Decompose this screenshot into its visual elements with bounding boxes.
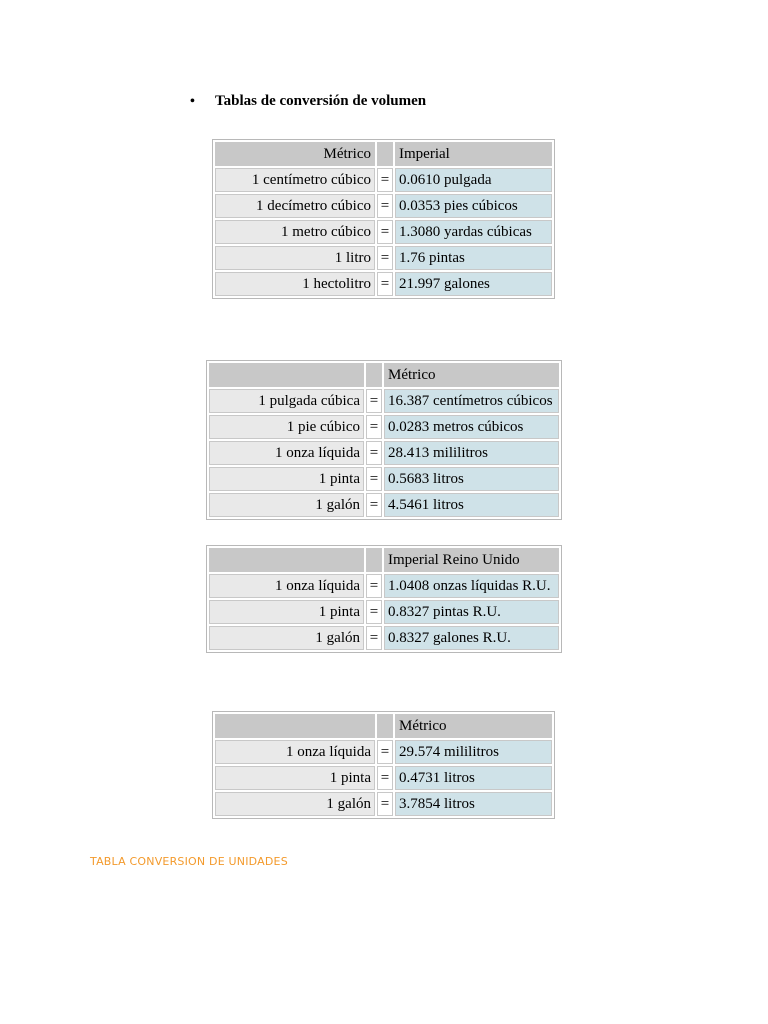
table-us-to-uk-imperial xyxy=(206,545,562,653)
table-row xyxy=(215,194,552,218)
cell-equals: = xyxy=(377,246,393,270)
cell-equals: = xyxy=(377,168,393,192)
cell-equals: = xyxy=(377,740,393,764)
cell-unit: 1 galón xyxy=(209,493,364,517)
table-row xyxy=(209,467,559,491)
cell-equals: = xyxy=(366,415,382,439)
cell-unit: 1 litro xyxy=(215,246,375,270)
cell-unit: 1 pinta xyxy=(209,467,364,491)
table-row xyxy=(215,272,552,296)
table-header-row xyxy=(209,548,559,572)
cell-unit: 1 metro cúbico xyxy=(215,220,375,244)
cell-equals: = xyxy=(377,220,393,244)
table-row xyxy=(209,415,559,439)
cell-unit: 1 pie cúbico xyxy=(209,415,364,439)
header-cell-right: Imperial Reino Unido xyxy=(384,548,559,572)
cell-equals: = xyxy=(377,792,393,816)
cell-unit: 1 galón xyxy=(215,792,375,816)
cell-equals: = xyxy=(377,194,393,218)
cell-unit: 1 pinta xyxy=(209,600,364,624)
cell-value: 1.3080 yardas cúbicas xyxy=(395,220,552,244)
header-cell-middle xyxy=(366,363,382,387)
table-row xyxy=(215,792,552,816)
cell-equals: = xyxy=(366,574,382,598)
cell-value: 0.0353 pies cúbicos xyxy=(395,194,552,218)
heading-text: Tablas de conversión de volumen xyxy=(215,93,427,109)
table-row xyxy=(209,441,559,465)
table-us-to-metric xyxy=(212,711,555,819)
table-row xyxy=(215,168,552,192)
cell-equals: = xyxy=(366,467,382,491)
table-imperial-to-metric xyxy=(206,360,562,520)
table-row xyxy=(215,766,552,790)
cell-unit: 1 galón xyxy=(209,626,364,650)
cell-value: 1.76 pintas xyxy=(395,246,552,270)
header-cell-right: Imperial xyxy=(395,142,552,166)
cell-equals: = xyxy=(377,766,393,790)
cell-value: 0.0610 pulgada xyxy=(395,168,552,192)
cell-equals: = xyxy=(366,493,382,517)
cell-equals: = xyxy=(377,272,393,296)
table-row xyxy=(209,389,559,413)
header-cell-middle xyxy=(366,548,382,572)
cell-value: 0.0283 metros cúbicos xyxy=(384,415,559,439)
cell-unit: 1 onza líquida xyxy=(209,574,364,598)
table-header-row xyxy=(209,363,559,387)
header-cell-left: Métrico xyxy=(215,142,375,166)
footer-link[interactable]: TABLA CONVERSION DE UNIDADES xyxy=(90,855,288,868)
header-cell-left xyxy=(209,363,364,387)
section-heading xyxy=(190,93,426,110)
cell-value: 0.4731 litros xyxy=(395,766,552,790)
table-header-row xyxy=(215,142,552,166)
table-row xyxy=(209,626,559,650)
cell-equals: = xyxy=(366,600,382,624)
header-cell-right: Métrico xyxy=(384,363,559,387)
cell-unit: 1 decímetro cúbico xyxy=(215,194,375,218)
cell-value: 29.574 mililitros xyxy=(395,740,552,764)
table-metric-to-imperial xyxy=(212,139,555,299)
cell-value: 1.0408 onzas líquidas R.U. xyxy=(384,574,559,598)
cell-value: 0.8327 pintas R.U. xyxy=(384,600,559,624)
cell-unit: 1 onza líquida xyxy=(215,740,375,764)
table-row xyxy=(215,220,552,244)
table-row xyxy=(215,740,552,764)
cell-equals: = xyxy=(366,441,382,465)
cell-unit: 1 pulgada cúbica xyxy=(209,389,364,413)
cell-unit: 1 centímetro cúbico xyxy=(215,168,375,192)
header-cell-left xyxy=(209,548,364,572)
cell-value: 16.387 centímetros cúbicos xyxy=(384,389,559,413)
header-cell-middle xyxy=(377,714,393,738)
cell-equals: = xyxy=(366,626,382,650)
cell-unit: 1 onza líquida xyxy=(209,441,364,465)
cell-value: 3.7854 litros xyxy=(395,792,552,816)
cell-value: 4.5461 litros xyxy=(384,493,559,517)
table-row xyxy=(209,600,559,624)
cell-equals: = xyxy=(366,389,382,413)
bullet-icon: • xyxy=(190,93,195,109)
cell-value: 0.5683 litros xyxy=(384,467,559,491)
cell-unit: 1 hectolitro xyxy=(215,272,375,296)
cell-value: 0.8327 galones R.U. xyxy=(384,626,559,650)
table-row xyxy=(209,493,559,517)
cell-value: 28.413 mililitros xyxy=(384,441,559,465)
header-cell-left xyxy=(215,714,375,738)
table-header-row xyxy=(215,714,552,738)
table-row xyxy=(209,574,559,598)
table-row xyxy=(215,246,552,270)
cell-value: 21.997 galones xyxy=(395,272,552,296)
header-cell-right: Métrico xyxy=(395,714,552,738)
cell-unit: 1 pinta xyxy=(215,766,375,790)
header-cell-middle xyxy=(377,142,393,166)
